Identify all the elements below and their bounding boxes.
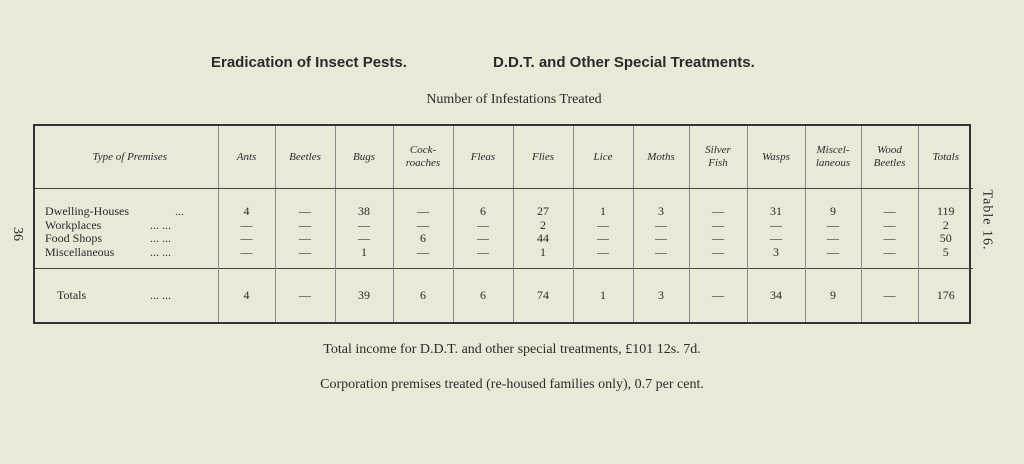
row-label-text: Dwelling-Houses bbox=[45, 204, 129, 219]
cell-value: — bbox=[689, 232, 747, 245]
cell-value: — bbox=[861, 245, 918, 268]
cell-value: — bbox=[573, 245, 633, 268]
cell-value: 27 bbox=[513, 189, 573, 219]
cell-value: — bbox=[393, 245, 453, 268]
row-label bbox=[35, 189, 218, 219]
cell-value: 3 bbox=[747, 245, 805, 268]
cell-value: — bbox=[218, 219, 275, 232]
cell-value: — bbox=[393, 189, 453, 219]
cell-value: — bbox=[805, 245, 861, 268]
cell-value: — bbox=[335, 219, 393, 232]
column-header: Wood Beetles bbox=[861, 126, 918, 189]
cell-value: 74 bbox=[513, 268, 573, 322]
column-header: Moths bbox=[633, 126, 689, 189]
cell-value: — bbox=[453, 232, 513, 245]
row-label-dots: ... ... bbox=[150, 244, 171, 259]
cell-value: 9 bbox=[805, 189, 861, 219]
page-number: 36 bbox=[10, 227, 25, 241]
row-label-text: Totals bbox=[57, 287, 87, 302]
cell-value: — bbox=[689, 268, 747, 322]
cell-value: — bbox=[393, 219, 453, 232]
cell-value: — bbox=[218, 232, 275, 245]
cell-value: 38 bbox=[335, 189, 393, 219]
cell-value: 6 bbox=[453, 268, 513, 322]
income-note: Total income for D.D.T. and other special treatments, £101 12s. 7d. bbox=[323, 342, 701, 357]
cell-value: — bbox=[861, 219, 918, 232]
cell-value: 176 bbox=[918, 268, 973, 322]
corporation-note: Corporation premises treated (re-housed families only), 0.7 per cent. bbox=[320, 377, 704, 392]
cell-value: 4 bbox=[218, 268, 275, 322]
cell-value: — bbox=[275, 245, 335, 268]
table-row bbox=[35, 219, 973, 232]
row-label-dots: ... ... bbox=[150, 231, 171, 246]
column-header: Lice bbox=[573, 126, 633, 189]
cell-value: — bbox=[633, 232, 689, 245]
header-row bbox=[35, 126, 973, 189]
title-left: Eradication of Insect Pests. bbox=[211, 54, 407, 71]
table-row bbox=[35, 232, 973, 245]
cell-value: — bbox=[335, 232, 393, 245]
cell-value: — bbox=[747, 232, 805, 245]
cell-value: — bbox=[453, 219, 513, 232]
row-label-text: Workplaces bbox=[45, 217, 102, 232]
cell-value: 4 bbox=[218, 189, 275, 219]
cell-value: — bbox=[747, 219, 805, 232]
cell-value: — bbox=[689, 189, 747, 219]
cell-value: 1 bbox=[573, 268, 633, 322]
cell-value: 6 bbox=[453, 189, 513, 219]
column-header: Silver Fish bbox=[689, 126, 747, 189]
row-label-dots: ... ... bbox=[150, 287, 171, 302]
cell-value: 6 bbox=[393, 232, 453, 245]
cell-value: 2 bbox=[513, 219, 573, 232]
cell-value: — bbox=[633, 245, 689, 268]
column-header: Type of Premises bbox=[35, 126, 218, 189]
cell-value: — bbox=[633, 219, 689, 232]
table-label: Table 16. bbox=[979, 189, 995, 251]
column-header: Ants bbox=[218, 126, 275, 189]
row-label-dots: ... ... bbox=[150, 217, 171, 232]
table-row bbox=[35, 189, 973, 219]
cell-value: 119 bbox=[918, 189, 973, 219]
cell-value: 1 bbox=[335, 245, 393, 268]
row-label bbox=[35, 232, 218, 245]
cell-value: 31 bbox=[747, 189, 805, 219]
cell-value: — bbox=[689, 245, 747, 268]
totals-row bbox=[35, 268, 973, 322]
cell-value: — bbox=[453, 245, 513, 268]
row-label bbox=[35, 245, 218, 268]
cell-value: — bbox=[805, 219, 861, 232]
cell-value: — bbox=[275, 189, 335, 219]
row-label bbox=[35, 219, 218, 232]
cell-value: 1 bbox=[573, 189, 633, 219]
infestations-table bbox=[33, 124, 971, 324]
cell-value: 1 bbox=[513, 245, 573, 268]
title-right: D.D.T. and Other Special Treatments. bbox=[493, 54, 755, 71]
table-row bbox=[35, 245, 973, 268]
cell-value: — bbox=[218, 245, 275, 268]
cell-value: — bbox=[275, 268, 335, 322]
column-header: Bugs bbox=[335, 126, 393, 189]
column-header: Beetles bbox=[275, 126, 335, 189]
column-header: Miscel- laneous bbox=[805, 126, 861, 189]
cell-value: 34 bbox=[747, 268, 805, 322]
row-label-text: Food Shops bbox=[45, 231, 103, 246]
row-label bbox=[35, 268, 218, 322]
column-header: Wasps bbox=[747, 126, 805, 189]
cell-value: 3 bbox=[633, 268, 689, 322]
cell-value: — bbox=[689, 219, 747, 232]
cell-value: — bbox=[861, 232, 918, 245]
cell-value: 2 bbox=[918, 219, 973, 232]
cell-value: 9 bbox=[805, 268, 861, 322]
cell-value: 3 bbox=[633, 189, 689, 219]
cell-value: — bbox=[861, 268, 918, 322]
cell-value: — bbox=[805, 232, 861, 245]
cell-value: — bbox=[861, 189, 918, 219]
cell-value: — bbox=[573, 219, 633, 232]
table-subtitle: Number of Infestations Treated bbox=[426, 92, 602, 107]
cell-value: — bbox=[275, 232, 335, 245]
cell-value: 50 bbox=[918, 232, 973, 245]
row-label-text: Miscellaneous bbox=[45, 244, 115, 259]
column-header: Fleas bbox=[453, 126, 513, 189]
column-header: Flies bbox=[513, 126, 573, 189]
cell-value: — bbox=[275, 219, 335, 232]
cell-value: — bbox=[573, 232, 633, 245]
cell-value: 5 bbox=[918, 245, 973, 268]
column-header: Totals bbox=[918, 126, 973, 189]
cell-value: 44 bbox=[513, 232, 573, 245]
row-label-dots: ... bbox=[175, 204, 184, 219]
cell-value: 6 bbox=[393, 268, 453, 322]
cell-value: 39 bbox=[335, 268, 393, 322]
column-header: Cock- roaches bbox=[393, 126, 453, 189]
